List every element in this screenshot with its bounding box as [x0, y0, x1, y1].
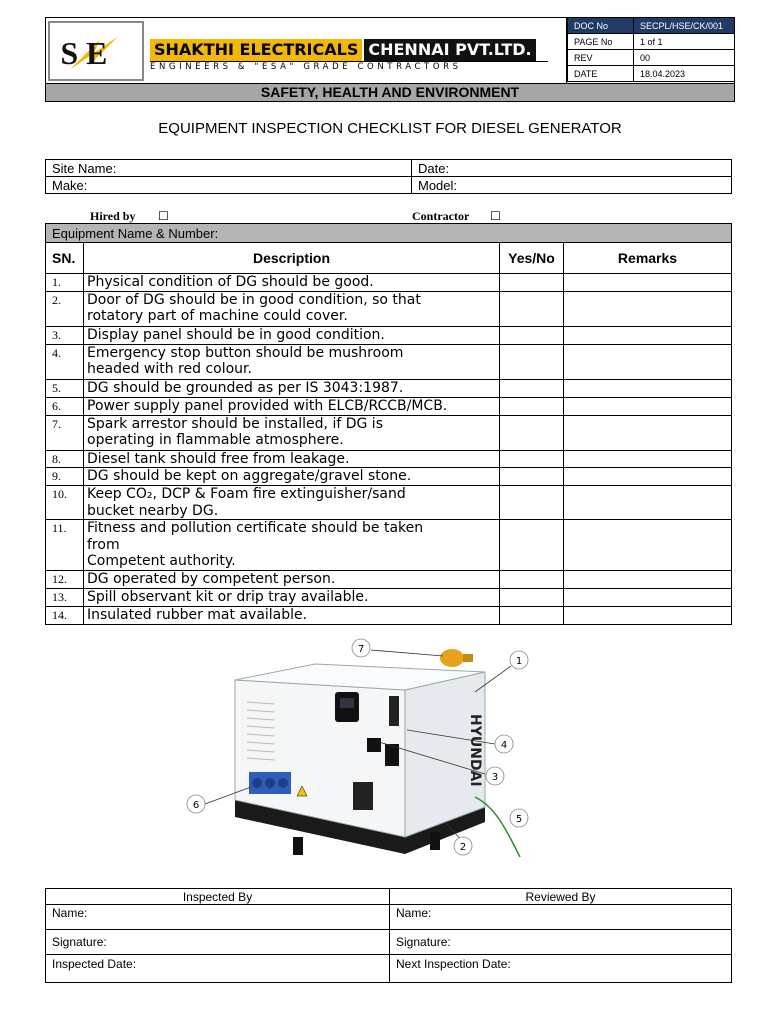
remarks-cell[interactable]	[564, 379, 732, 397]
item-number: 5.	[46, 379, 84, 397]
remarks-cell[interactable]	[564, 468, 732, 486]
description-line: Insulated rubber mat available.	[87, 606, 308, 623]
checklist-row	[46, 397, 732, 415]
next-inspection-date-field[interactable]: Next Inspection Date:	[390, 955, 732, 983]
checklist-row	[46, 326, 732, 344]
description-line: Physical condition of DG should be good.	[87, 274, 374, 290]
checklist-row	[46, 571, 732, 589]
inspected-by-header: Inspected By	[46, 889, 390, 905]
description-line: headed with red colour.	[87, 361, 252, 377]
item-number: 2.	[46, 291, 84, 326]
checklist-row	[46, 450, 732, 468]
description-line: Competent authority.	[87, 553, 236, 569]
doc-info-value: 1 of 1	[634, 34, 735, 50]
item-description	[84, 588, 500, 606]
item-number: 10.	[46, 486, 84, 520]
doc-info-row	[568, 34, 735, 50]
description-line: Power supply panel provided with ELCB/RCCB/MCB.	[87, 397, 448, 414]
remarks-cell[interactable]	[564, 326, 732, 344]
item-number: 4.	[46, 344, 84, 379]
generator-brand-text: HYUNDAI	[467, 714, 483, 787]
item-number: 7.	[46, 415, 84, 450]
description-line: DG operated by competent person.	[87, 571, 336, 587]
logo-graphic	[50, 23, 142, 79]
callout-6: 6	[192, 800, 200, 811]
description-line: Emergency stop button should be mushroom	[87, 344, 404, 361]
item-description	[84, 468, 500, 486]
logo-letter-s: S E	[60, 36, 108, 72]
checklist-row	[46, 486, 732, 520]
form-title: EQUIPMENT INSPECTION CHECKLIST FOR DIESEL GENERATOR	[158, 120, 622, 137]
yes-no-cell[interactable]	[500, 344, 564, 379]
item-description	[84, 291, 500, 326]
signoff-table	[45, 888, 732, 983]
description-line: operating in flammable atmosphere.	[87, 432, 344, 448]
description-line: rotatory part of machine could cover.	[87, 308, 348, 324]
doc-info-value: SECPL/HSE/CK/001	[634, 18, 735, 34]
checklist-row	[46, 274, 732, 292]
she-banner: SAFETY, HEALTH AND ENVIRONMENT	[45, 83, 735, 102]
description-line: Spark arrestor should be installed, if DG is	[87, 415, 383, 432]
item-description	[84, 326, 500, 344]
callout-3: 3	[491, 772, 499, 783]
company-logo	[48, 21, 144, 81]
item-description	[84, 606, 500, 624]
callout-5: 5	[515, 814, 523, 825]
yes-no-cell[interactable]	[500, 520, 564, 571]
remarks-cell[interactable]	[564, 450, 732, 468]
remarks-cell[interactable]	[564, 571, 732, 589]
yes-no-cell[interactable]	[500, 450, 564, 468]
item-number: 13.	[46, 588, 84, 606]
column-header-description: Description	[84, 243, 500, 274]
item-number: 3.	[46, 326, 84, 344]
description-line: DG should be kept on aggregate/gravel stone.	[87, 468, 412, 484]
yes-no-cell[interactable]	[500, 274, 564, 292]
remarks-cell[interactable]	[564, 274, 732, 292]
reviewer-signature-field[interactable]: Signature:	[390, 930, 732, 955]
description-line: Display panel should be in good condition.	[87, 326, 385, 343]
description-line: Fitness and pollution certificate should be taken	[87, 520, 424, 536]
inspected-date-field[interactable]: Inspected Date:	[46, 955, 390, 983]
doc-info-value: 18.04.2023	[634, 66, 735, 82]
item-number: 6.	[46, 397, 84, 415]
item-description	[84, 571, 500, 589]
item-number: 1.	[46, 274, 84, 292]
doc-info-row	[568, 66, 735, 82]
doc-info-key: REV	[568, 50, 634, 66]
checklist-row	[46, 291, 732, 326]
description-line: Keep CO₂, DCP & Foam fire extinguisher/sand	[87, 486, 406, 502]
company-name	[150, 39, 536, 61]
site-name-field[interactable]: Site Name:	[46, 160, 412, 177]
company-tagline: ENGINEERS & "ESA" GRADE CONTRACTORS	[150, 62, 462, 72]
date-field[interactable]: Date:	[412, 160, 732, 177]
description-line: Diesel tank should free from leakage.	[87, 450, 350, 467]
item-number: 9.	[46, 468, 84, 486]
description-line: bucket nearby DG.	[87, 502, 219, 519]
description-line: Spill observant kit or drip tray available.	[87, 588, 369, 605]
document-info-table	[567, 17, 735, 82]
remarks-cell[interactable]	[564, 520, 732, 571]
yes-no-cell[interactable]	[500, 486, 564, 520]
checklist-table	[45, 223, 732, 625]
description-line: from	[87, 536, 120, 553]
remarks-cell[interactable]	[564, 606, 732, 624]
checklist-row	[46, 606, 732, 624]
hire-options	[90, 209, 690, 223]
description-line: DG should be grounded as per IS 3043:1987.	[87, 379, 404, 396]
yes-no-cell[interactable]	[500, 397, 564, 415]
callout-4: 4	[500, 740, 508, 751]
company-name-secondary: CHENNAI PVT.LTD.	[364, 39, 535, 61]
checklist-row	[46, 468, 732, 486]
company-name-primary: SHAKTHI ELECTRICALS	[150, 39, 362, 61]
generator-diagram	[175, 632, 545, 872]
remarks-cell[interactable]	[564, 486, 732, 520]
yes-no-cell[interactable]	[500, 415, 564, 450]
item-number: 12.	[46, 571, 84, 589]
item-description	[84, 397, 500, 415]
remarks-cell[interactable]	[564, 344, 732, 379]
hired-by-label: Hired by	[90, 209, 136, 223]
item-description	[84, 520, 500, 571]
yes-no-cell[interactable]	[500, 468, 564, 486]
item-description	[84, 274, 500, 292]
contractor-checkbox[interactable]: ☐	[490, 209, 501, 223]
reviewer-name-field[interactable]: Name:	[390, 905, 732, 930]
yes-no-cell[interactable]	[500, 379, 564, 397]
doc-info-key: DATE	[568, 66, 634, 82]
remarks-cell[interactable]	[564, 415, 732, 450]
doc-info-key: DOC No	[568, 18, 634, 34]
doc-info-key: PAGE No	[568, 34, 634, 50]
item-number: 8.	[46, 450, 84, 468]
remarks-cell[interactable]	[564, 291, 732, 326]
item-description	[84, 486, 500, 520]
yes-no-cell[interactable]	[500, 291, 564, 326]
item-description	[84, 379, 500, 397]
model-field[interactable]: Model:	[412, 177, 732, 194]
doc-info-row	[568, 18, 735, 34]
column-header-sn: SN.	[46, 243, 84, 274]
yes-no-cell[interactable]	[500, 571, 564, 589]
item-number: 14.	[46, 606, 84, 624]
inspector-name-field[interactable]: Name:	[46, 905, 390, 930]
item-description	[84, 450, 500, 468]
reviewed-by-header: Reviewed By	[390, 889, 732, 905]
remarks-cell[interactable]	[564, 397, 732, 415]
column-header-yesno: Yes/No	[500, 243, 564, 274]
checklist-row	[46, 415, 732, 450]
yes-no-cell[interactable]	[500, 588, 564, 606]
item-description	[84, 415, 500, 450]
doc-info-value: 00	[634, 50, 735, 66]
checklist-row	[46, 379, 732, 397]
item-number: 11.	[46, 520, 84, 571]
item-description	[84, 344, 500, 379]
generator-illustration	[175, 632, 545, 872]
hired-by-checkbox[interactable]: ☐	[158, 209, 169, 223]
column-header-remarks: Remarks	[564, 243, 732, 274]
description-line: Door of DG should be in good condition, so that	[87, 291, 421, 308]
checklist-row	[46, 344, 732, 379]
remarks-cell[interactable]	[564, 588, 732, 606]
yes-no-cell[interactable]	[500, 606, 564, 624]
callout-1: 1	[515, 656, 523, 667]
checklist-row	[46, 588, 732, 606]
make-field[interactable]: Make:	[46, 177, 412, 194]
yes-no-cell[interactable]	[500, 326, 564, 344]
equipment-name-field[interactable]: Equipment Name & Number:	[46, 224, 732, 243]
callout-2: 2	[459, 842, 467, 853]
contractor-label: Contractor	[412, 209, 470, 223]
doc-info-row	[568, 50, 735, 66]
site-info-table	[45, 159, 732, 194]
callout-7: 7	[357, 644, 365, 655]
checklist-row	[46, 520, 732, 571]
inspector-signature-field[interactable]: Signature:	[46, 930, 390, 955]
